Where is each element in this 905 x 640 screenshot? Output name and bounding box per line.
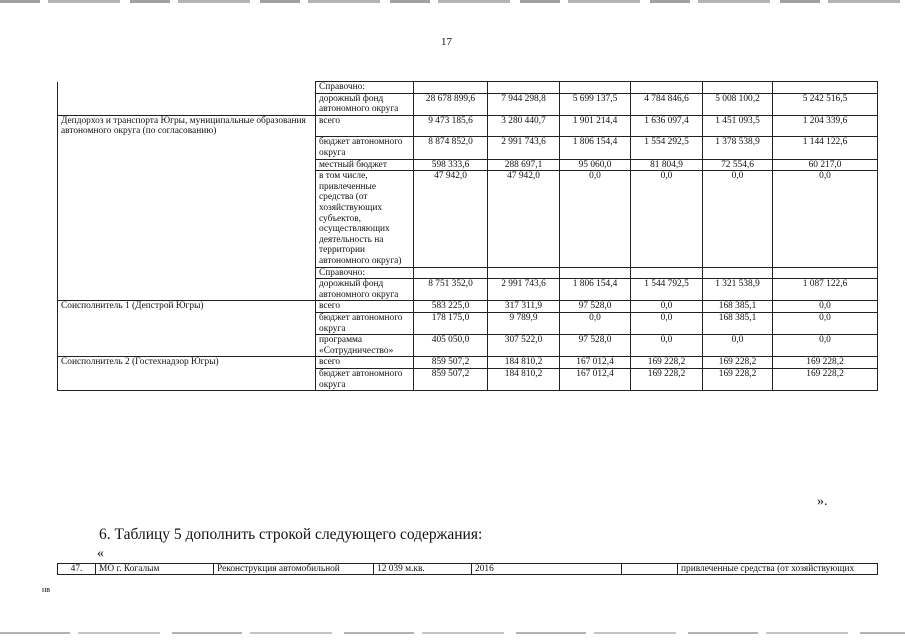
value-cell: 1 204 339,6 <box>773 115 878 137</box>
value-cell <box>488 82 560 94</box>
page-number: 17 <box>441 36 452 48</box>
value-cell <box>414 267 488 279</box>
value-cell: 81 804,9 <box>631 159 703 171</box>
value-cell: 9 473 185,6 <box>414 115 488 137</box>
row-name: Соисполнитель 1 (Депстрой Югры) <box>58 301 316 313</box>
value-cell: 0,0 <box>560 312 631 334</box>
table-row <box>58 312 878 334</box>
table-row <box>58 115 878 137</box>
row-item: Справочно: <box>316 267 414 279</box>
value-cell: 169 228,2 <box>703 357 773 369</box>
row-item: всего <box>316 357 414 369</box>
value-cell <box>703 82 773 94</box>
value-cell: 1 901 214,4 <box>560 115 631 137</box>
value-cell: 1 544 792,5 <box>631 279 703 301</box>
value-cell: 169 228,2 <box>773 357 878 369</box>
value-cell: 7 944 298,8 <box>488 93 560 115</box>
table-row <box>58 159 878 171</box>
value-cell: 583 225,0 <box>414 301 488 313</box>
value-cell: 4 784 846,6 <box>631 93 703 115</box>
table-row <box>58 82 878 94</box>
source-cell: привлеченные средства (от хозяйствующих <box>678 564 878 575</box>
row-name <box>58 312 316 334</box>
value-cell: 859 507,2 <box>414 368 488 390</box>
value-cell: 167 012,4 <box>560 357 631 369</box>
row-name <box>58 171 316 267</box>
empty-cell <box>622 564 678 575</box>
value-cell: 1 806 154,4 <box>560 279 631 301</box>
value-cell: 169 228,2 <box>773 368 878 390</box>
margin-note: нв <box>42 585 51 594</box>
closing-quote-mark: ». <box>817 494 828 509</box>
value-cell: 0,0 <box>703 335 773 357</box>
table-row <box>58 301 878 313</box>
value-cell: 288 697,1 <box>488 159 560 171</box>
value-cell: 1 636 097,4 <box>631 115 703 137</box>
value-cell: 1 806 154,4 <box>560 137 631 159</box>
scan-artifact-top <box>0 0 905 3</box>
value-cell <box>560 82 631 94</box>
value-cell <box>414 82 488 94</box>
value-cell <box>631 82 703 94</box>
row-name <box>58 335 316 357</box>
value-cell: 60 217,0 <box>773 159 878 171</box>
value-cell: 47 942,0 <box>488 171 560 267</box>
table-row <box>58 137 878 159</box>
value-cell: 0,0 <box>631 312 703 334</box>
value-cell: 2 991 743,6 <box>488 279 560 301</box>
row-item: всего <box>316 115 414 137</box>
value-cell: 0,0 <box>773 312 878 334</box>
value-cell: 0,0 <box>631 335 703 357</box>
row-name <box>58 82 316 94</box>
row-name: Депдорхоз и транспорта Югры, муниципальные образования автономного округа (по согласованию) <box>58 115 316 137</box>
value-cell: 598 333,6 <box>414 159 488 171</box>
value-cell: 169 228,2 <box>631 368 703 390</box>
value-cell: 97 528,0 <box>560 301 631 313</box>
value-cell: 859 507,2 <box>414 357 488 369</box>
table-row <box>58 335 878 357</box>
value-cell: 5 242 516,5 <box>773 93 878 115</box>
value-cell: 5 699 137,5 <box>560 93 631 115</box>
row-name: Соисполнитель 2 (Гостехнадзор Югры) <box>58 357 316 369</box>
row-item: программа «Сотрудничество» <box>316 335 414 357</box>
value-cell <box>773 82 878 94</box>
funding-table <box>57 81 878 391</box>
value-cell: 95 060,0 <box>560 159 631 171</box>
value-cell: 169 228,2 <box>631 357 703 369</box>
row-name <box>58 267 316 279</box>
table-row <box>58 564 878 575</box>
value-cell: 2 991 743,6 <box>488 137 560 159</box>
value-cell: 1 321 538,9 <box>703 279 773 301</box>
row-name <box>58 93 316 115</box>
row-item: Справочно: <box>316 82 414 94</box>
value-cell: 169 228,2 <box>703 368 773 390</box>
row-number: 47. <box>58 564 96 575</box>
section-heading: 6. Таблицу 5 дополнить строкой следующего содержания: <box>99 526 483 543</box>
value-cell: 47 942,0 <box>414 171 488 267</box>
value-cell: 1 144 122,6 <box>773 137 878 159</box>
row-item: местный бюджет <box>316 159 414 171</box>
value-cell: 0,0 <box>773 301 878 313</box>
table-row <box>58 93 878 115</box>
row-name <box>58 368 316 390</box>
value-cell: 0,0 <box>773 335 878 357</box>
row-name <box>58 137 316 159</box>
value-cell: 28 678 899,6 <box>414 93 488 115</box>
capacity-cell: 12 039 м.кв. <box>374 564 472 575</box>
value-cell <box>703 267 773 279</box>
table-row <box>58 279 878 301</box>
row-name <box>58 159 316 171</box>
row-item: в том числе, привлеченные средства (от хозяйствующих субъектов, осуществляющих деятельность на территории автономного округа) <box>316 171 414 267</box>
value-cell: 0,0 <box>631 171 703 267</box>
value-cell: 97 528,0 <box>560 335 631 357</box>
year-cell: 2016 <box>472 564 622 575</box>
value-cell: 8 751 352,0 <box>414 279 488 301</box>
value-cell: 0,0 <box>773 171 878 267</box>
value-cell: 307 522,0 <box>488 335 560 357</box>
row-item: бюджет автономного округа <box>316 312 414 334</box>
value-cell: 8 874 852,0 <box>414 137 488 159</box>
table-row <box>58 171 878 267</box>
value-cell <box>631 267 703 279</box>
value-cell: 317 311,9 <box>488 301 560 313</box>
value-cell: 3 280 440,7 <box>488 115 560 137</box>
value-cell: 1 554 292,5 <box>631 137 703 159</box>
value-cell: 1 378 538,9 <box>703 137 773 159</box>
object-cell: Реконструкция автомобильной <box>214 564 374 575</box>
row-item: бюджет автономного округа <box>316 137 414 159</box>
value-cell: 184 810,2 <box>488 357 560 369</box>
table-row <box>58 267 878 279</box>
value-cell: 405 050,0 <box>414 335 488 357</box>
value-cell: 9 789,9 <box>488 312 560 334</box>
value-cell: 72 554,6 <box>703 159 773 171</box>
value-cell: 0,0 <box>560 171 631 267</box>
row-item: бюджет автономного округа <box>316 368 414 390</box>
value-cell: 1 087 122,6 <box>773 279 878 301</box>
row-item: дорожный фонд автономного округа <box>316 279 414 301</box>
value-cell: 168 385,1 <box>703 301 773 313</box>
value-cell: 0,0 <box>631 301 703 313</box>
table-row <box>58 368 878 390</box>
scan-artifact-bottom <box>0 632 905 634</box>
value-cell <box>773 267 878 279</box>
value-cell <box>560 267 631 279</box>
value-cell: 5 008 100,2 <box>703 93 773 115</box>
municipality-cell: МО г. Когалым <box>96 564 214 575</box>
value-cell: 1 451 093,5 <box>703 115 773 137</box>
value-cell: 0,0 <box>703 171 773 267</box>
value-cell: 167 012,4 <box>560 368 631 390</box>
value-cell: 168 385,1 <box>703 312 773 334</box>
value-cell <box>488 267 560 279</box>
row-name <box>58 279 316 301</box>
value-cell: 184 810,2 <box>488 368 560 390</box>
open-quote-mark: « <box>97 546 104 561</box>
row-item: всего <box>316 301 414 313</box>
row-item: дорожный фонд автономного округа <box>316 93 414 115</box>
table-row <box>58 357 878 369</box>
value-cell: 178 175,0 <box>414 312 488 334</box>
table5-row <box>57 563 878 575</box>
